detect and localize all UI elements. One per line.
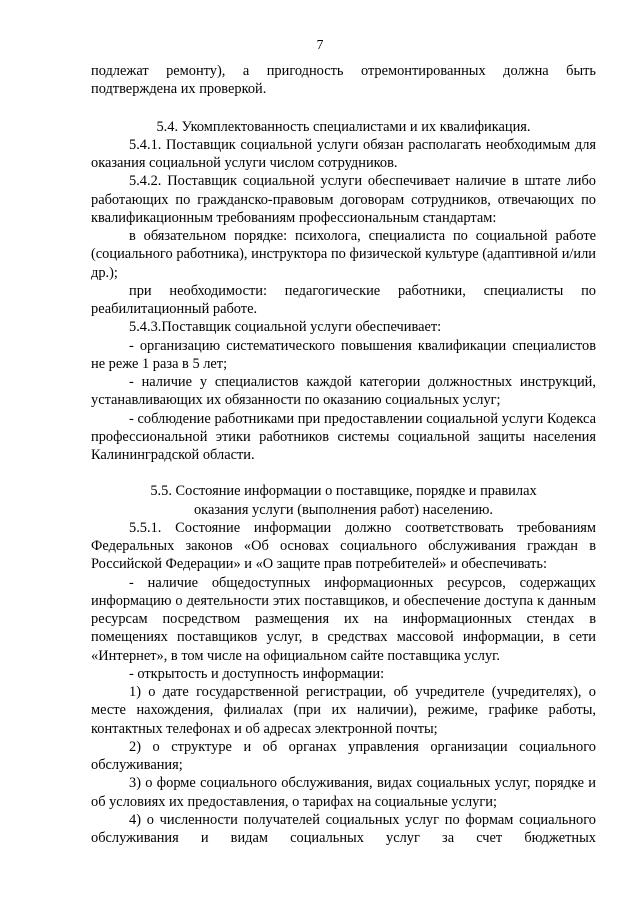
section-heading-5-5-line2: оказания услуги (выполнения работ) населению. xyxy=(193,501,493,518)
paragraph-5-4-2-mandatory: в обязательном порядке: психолога, специалиста по социальной работе (социального работника), инструктора по физической культуре (адаптивной и/или др.); xyxy=(91,228,596,281)
list-item-recipients: 4) о численности получателей социальных услуг по формам социального обслуживания и видам социальных услуг за счет бюджетных xyxy=(91,811,596,846)
list-item-training: - организацию систематического повышения квалификации специалистов не реже 1 раза в 5 лет; xyxy=(91,337,596,372)
list-item-info-resources: - наличие общедоступных информационных ресурсов, содержащих информацию о деятельности этих поставщиков, и обеспечение доступа к данным ресурсам посредством размещения их на информационных стендах в помещениях поставщиков услуг, в средствах массовой информации, в сети «Интернет», в том числе на официальном сайте поставщика услуг. xyxy=(91,574,596,664)
list-item-ethics: - соблюдение работниками при предоставлении социальной услуги Кодекса профессиональной этики работников системы социальной защиты населения Калининградской области. xyxy=(91,410,596,463)
paragraph-5-4-2-if-needed: при необходимости: педагогические работники, специалисты по реабилитационный работе. xyxy=(91,282,596,317)
paragraph-5-4-2: 5.4.2. Поставщик социальной услуги обеспечивает наличие в штате либо работающих по гражданско-правовым договорам сотрудников, отвечающих по квалификационным требованиям профессиональным стандартам: xyxy=(91,173,596,226)
section-heading-5-5-line1: 5.5. Состояние информации о поставщике, порядке и правилах xyxy=(150,483,537,500)
list-item-registration: 1) о дате государственной регистрации, об учредителе (учредителях), о месте нахождения, филиалах (при их наличии), режиме, графике работы, контактных телефонах и об адресах электронной почты; xyxy=(91,684,596,737)
page-number: 7 xyxy=(316,37,324,52)
paragraph-continuation: подлежат ремонту), а пригодность отремонтированных должна быть подтверждена их проверкой. xyxy=(91,63,596,98)
document-body xyxy=(91,62,596,847)
paragraph-5-4-3: 5.4.3.Поставщик социальной услуги обеспечивает: xyxy=(129,319,442,336)
list-item-service-forms: 3) о форме социального обслуживания, видах социальных услуг, порядке и об условиях их предоставления, о тарифах на социальные услуги; xyxy=(91,775,596,810)
list-item-openness: - открытость и доступность информации: xyxy=(129,665,385,682)
list-item-structure: 2) о структуре и об органах управления организации социального обслуживания; xyxy=(91,738,596,773)
paragraph-5-4-1: 5.4.1. Поставщик социальной услуги обязан располагать необходимым для оказания социальной услуги числом сотрудников. xyxy=(91,136,596,171)
paragraph-5-5-1: 5.5.1. Состояние информации должно соответствовать требованиям Федеральных законов «Об основах социального обслуживания граждан в Российской Федерации» и «О защите прав потребителей» и обеспечивать: xyxy=(91,519,596,573)
section-heading-5-4: 5.4. Укомплектованность специалистами и их квалификация. xyxy=(156,118,531,135)
list-item-instructions: - наличие у специалистов каждой категории должностных инструкций, устанавливающих их обязанности по оказанию социальных услуг; xyxy=(91,374,596,409)
